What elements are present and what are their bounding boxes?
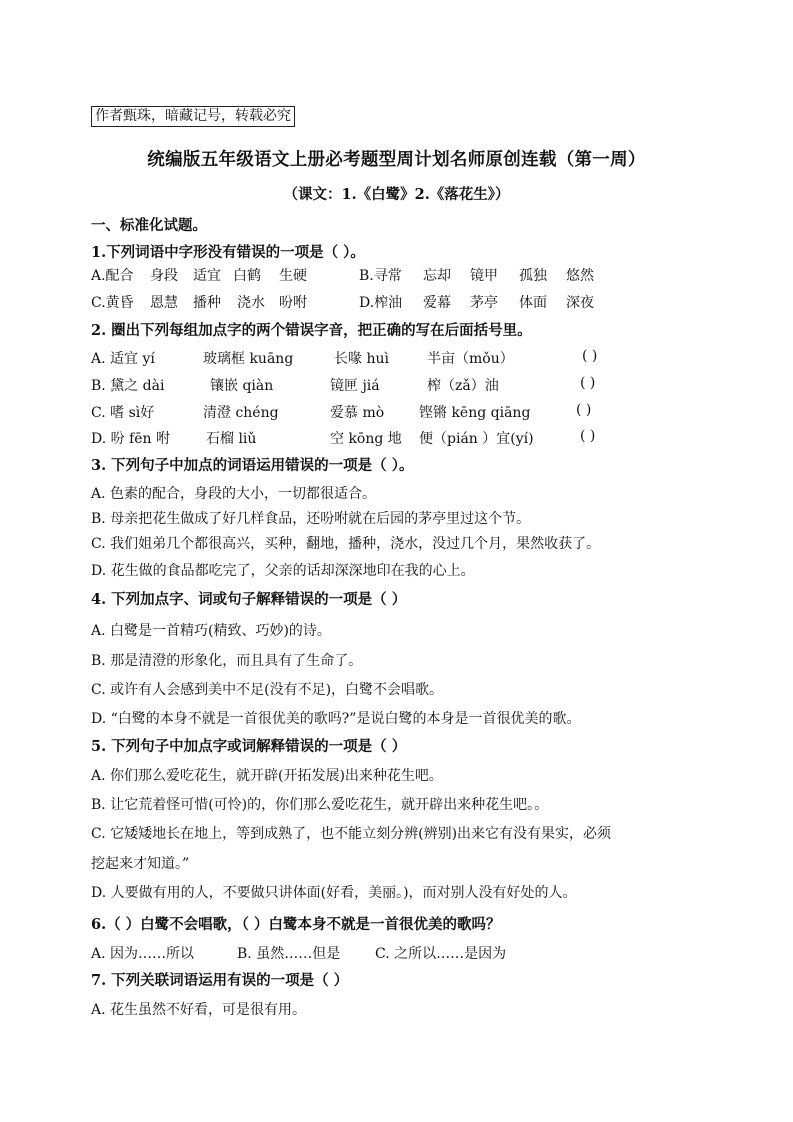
word: 体面 — [519, 295, 547, 311]
word: B.寻常 — [359, 268, 402, 284]
word: 适宜 — [193, 268, 221, 284]
word: C.黄昏 — [91, 295, 134, 311]
word: 身段 — [150, 268, 178, 284]
word: 播种 — [193, 295, 221, 311]
question-3-option-d: D. 花生做的食品都吃完了，父亲的话却深深地印在我的心上。 — [91, 563, 475, 579]
answer-bracket: ( ) — [580, 428, 596, 444]
pinyin-item: 石榴 liǔ — [206, 431, 257, 447]
word: 恩慧 — [150, 295, 178, 311]
pinyin-item: 长喙 huì — [334, 351, 389, 367]
word: 爱幕 — [423, 295, 451, 311]
question-3-option-b: B. 母亲把花生做成了好几样食品，还吩咐就在后园的茅亭里过这个节。 — [91, 511, 531, 527]
answer-bracket: ( ) — [582, 348, 598, 364]
copyright-stamp: 作者甄珠，暗藏记号，转载必究 — [91, 106, 295, 127]
question-3-option-c: C. 我们姐弟几个都很高兴，买种，翻地，播种，浇水，没过几个月，果然收获了。 — [91, 536, 601, 552]
pinyin-item: 榨（zǎ）油 — [427, 378, 499, 394]
question-6-option-a: A. 因为……所以 — [91, 946, 195, 962]
word: 忘却 — [423, 268, 451, 284]
question-4-option-b: B. 那是清澄的形象化，而且具有了生命了。 — [91, 653, 363, 669]
word: 孤独 — [519, 268, 547, 284]
pinyin-item: C. 嗜 sì好 — [91, 405, 155, 421]
word: 浇水 — [237, 295, 265, 311]
word: 生硬 — [279, 268, 307, 284]
question-5-option-c-cont: 挖起来才知道。” — [91, 856, 190, 872]
question-4-option-a: A. 白鹭是一首精巧(精致、巧妙)的诗。 — [91, 623, 331, 639]
word: 白鹤 — [233, 268, 261, 284]
answer-bracket: ( ) — [576, 402, 592, 418]
pinyin-item: A. 适宜 yí — [91, 351, 155, 367]
question-6-option-b: B. 虽然……但是 — [237, 946, 341, 962]
pinyin-item: B. 黛之 dài — [91, 378, 165, 394]
question-6-stem: 6.（ ）白鹭不会唱歌，（ ）白鹭本身不就是一首很优美的歌吗？ — [91, 916, 501, 933]
question-7-option-a: A. 花生虽然不好看，可是很有用。 — [91, 1002, 307, 1018]
section-heading: 一、标准化试题。 — [91, 217, 207, 234]
pinyin-item: 镜匣 jiá — [330, 378, 380, 394]
question-5-option-c: C. 它矮矮地长在地上，等到成熟了，也不能立刻分辨(辨别)出来它有没有果实，必须 — [91, 826, 612, 842]
question-3-stem: 3. 下列句子中加点的词语运用错误的一项是（ ）。 — [91, 457, 414, 474]
question-1-stem: 1.下列词语中字形没有错误的一项是（ ）。 — [91, 244, 365, 261]
question-4-option-d: D. “白鹭的本身不就是一首很优美的歌吗?”是说白鹭的本身是一首很优美的歌。 — [91, 711, 581, 727]
question-5-option-a: A. 你们那么爱吃花生，就开辟(开拓发展)出来种花生吧。 — [91, 768, 443, 784]
pinyin-item: 半亩（mǒu） — [427, 351, 514, 367]
word: D.榨油 — [359, 295, 403, 311]
pinyin-item: 空 kōng 地 — [330, 431, 402, 447]
question-7-stem: 7. 下列关联词语运用有误的一项是（ ） — [91, 972, 349, 989]
word: 镜甲 — [470, 268, 498, 284]
word: A.配合 — [91, 268, 134, 284]
word: 悠然 — [566, 268, 594, 284]
question-5-option-b: B. 让它荒着怪可惜(可怜)的，你们那么爱吃花生，就开辟出来种花生吧。。 — [91, 797, 549, 813]
question-5-option-d: D. 人要做有用的人，不要做只讲体面(好看，美丽。)，而对别人没有好处的人。 — [91, 885, 577, 901]
word: 深夜 — [566, 295, 594, 311]
pinyin-item: 爱慕 mò — [330, 405, 385, 421]
question-5-stem: 5. 下列句子中加点字或词解释错误的一项是（ ） — [91, 738, 407, 755]
answer-bracket: ( ) — [580, 375, 596, 391]
word: 茅亭 — [470, 295, 498, 311]
pinyin-item: 便（pián ）宜(yí) — [419, 431, 534, 447]
question-4-option-c: C. 或许有人会感到美中不足(没有不足)，白鹭不会唱歌。 — [91, 682, 444, 698]
question-2-stem: 2. 圈出下列每组加点字的两个错误字音，把正确的写在后面括号里。 — [91, 322, 532, 339]
page-title: 统编版五年级语文上册必考题型周计划名师原创连载（第一周） — [147, 150, 646, 170]
pinyin-item: D. 吩 fēn 咐 — [91, 431, 171, 447]
pinyin-item: 铿锵 kēng qiāng — [419, 405, 531, 421]
pinyin-item: 玻璃框 kuāng — [203, 351, 294, 367]
pinyin-item: 清澄 chéng — [203, 405, 279, 421]
word: 吩咐 — [279, 295, 307, 311]
question-6-option-c: C. 之所以……是因为 — [375, 946, 507, 962]
pinyin-item: 镶嵌 qiàn — [210, 378, 274, 394]
question-3-option-a: A. 色素的配合，身段的大小，一切都很适合。 — [91, 486, 377, 502]
page-subtitle: （课文：1.《白鹭》2.《落花生》） — [283, 186, 510, 203]
question-4-stem: 4. 下列加点字、词或句子解释错误的一项是（ ） — [91, 591, 407, 608]
